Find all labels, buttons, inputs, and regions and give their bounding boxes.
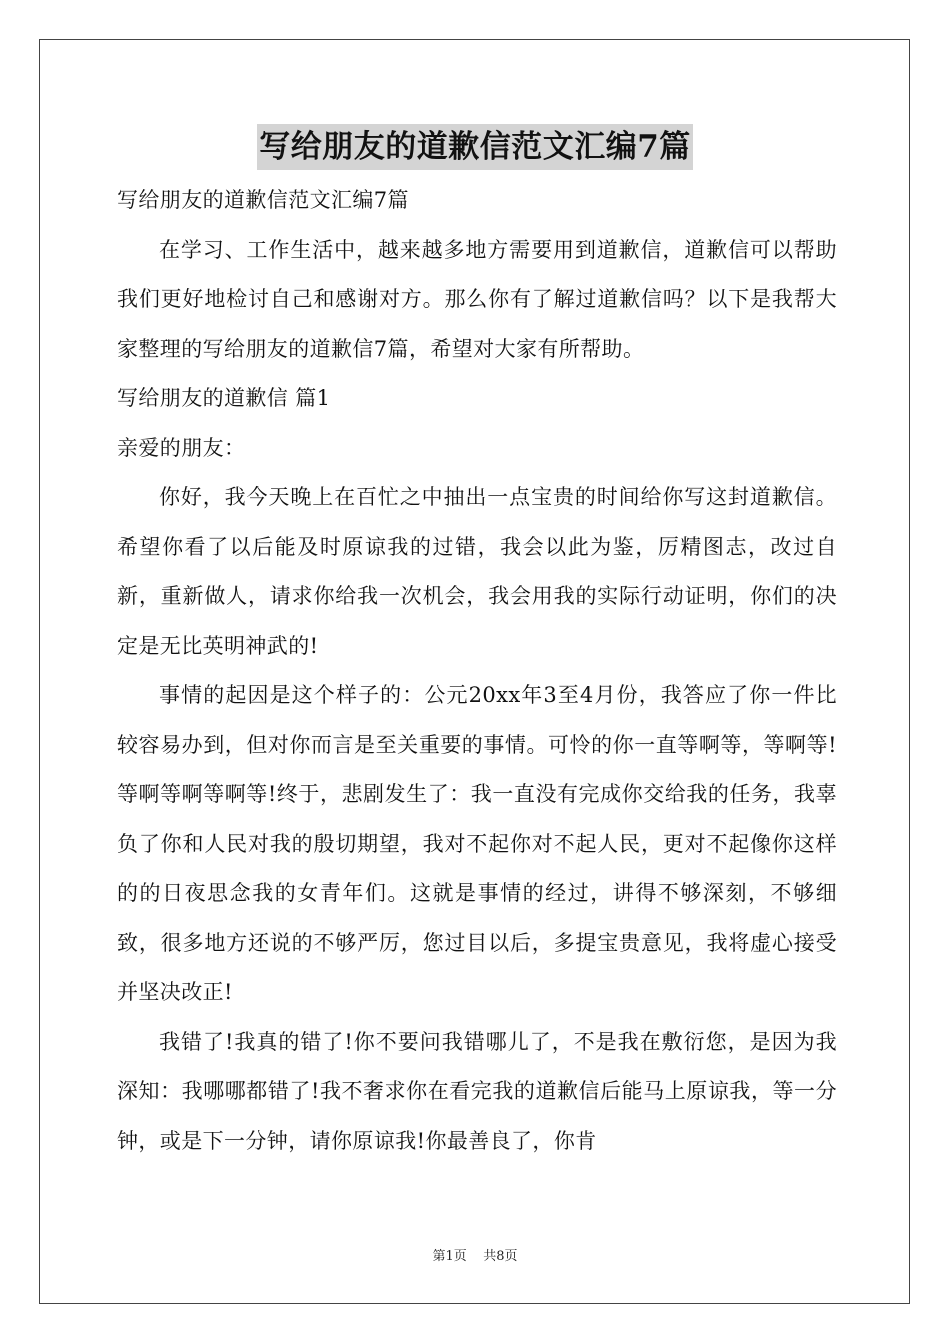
paragraph-6: 我错了!我真的错了!你不要问我错哪儿了，不是我在敷衍您，是因为我深知：我哪哪都错了!我不奢求你在看完我的道歉信后能马上原谅我，等一分钟，或是下一分钟，请你原谅我!你最善良了，你肯 [117,1029,837,1153]
salutation: 亲爱的朋友： [117,435,246,460]
paragraph-5: 事情的起因是这个样子的：公元20xx年3至4月份，我答应了你一件比较容易办到，但对你而言是至关重要的事情。可怜的你一直等啊等，等啊等!等啊等啊等啊等!终于，悲剧发生了：我一直没有完成你交给我的任务，我辜负了你和人民对我的殷切期望，我对不起你对不起人民，更对不起像你这样的的日夜思念我的女青年们。这就是事情的经过，讲得不够深刻，不够细致，很多地方还说的不够严厉，您过目以后，多提宝贵意见，我将虚心接受并坚决改正! [117,683,837,1004]
page-footer [0,1245,950,1264]
document-body [117,176,837,1166]
paragraph-1: 在学习、工作生活中，越来越多地方需要用到道歉信，道歉信可以帮助我们更好地检讨自己和感谢对方。那么你有了解过道歉信吗？以下是我帮大家整理的写给朋友的道歉信7篇，希望对大家有所帮助。 [117,237,837,361]
page-number: 第1页 [432,1249,467,1264]
paragraph-0: 写给朋友的道歉信范文汇编7篇 [117,188,409,212]
paragraph-4: 你好，我今天晚上在百忙之中抽出一点宝贵的时间给你写这封道歉信。希望你看了以后能及时原谅我的过错，我会以此为鉴，厉精图志，改过自新，重新做人，请求你给我一次机会，我会用我的实际行动证明，你们的决定是无比英明神武的! [117,485,837,658]
page-total: 共8页 [483,1249,518,1264]
section-heading: 写给朋友的道歉信 篇1 [117,386,331,410]
document-title: 写给朋友的道歉信范文汇编7篇 [257,124,693,170]
title-container [0,124,950,170]
